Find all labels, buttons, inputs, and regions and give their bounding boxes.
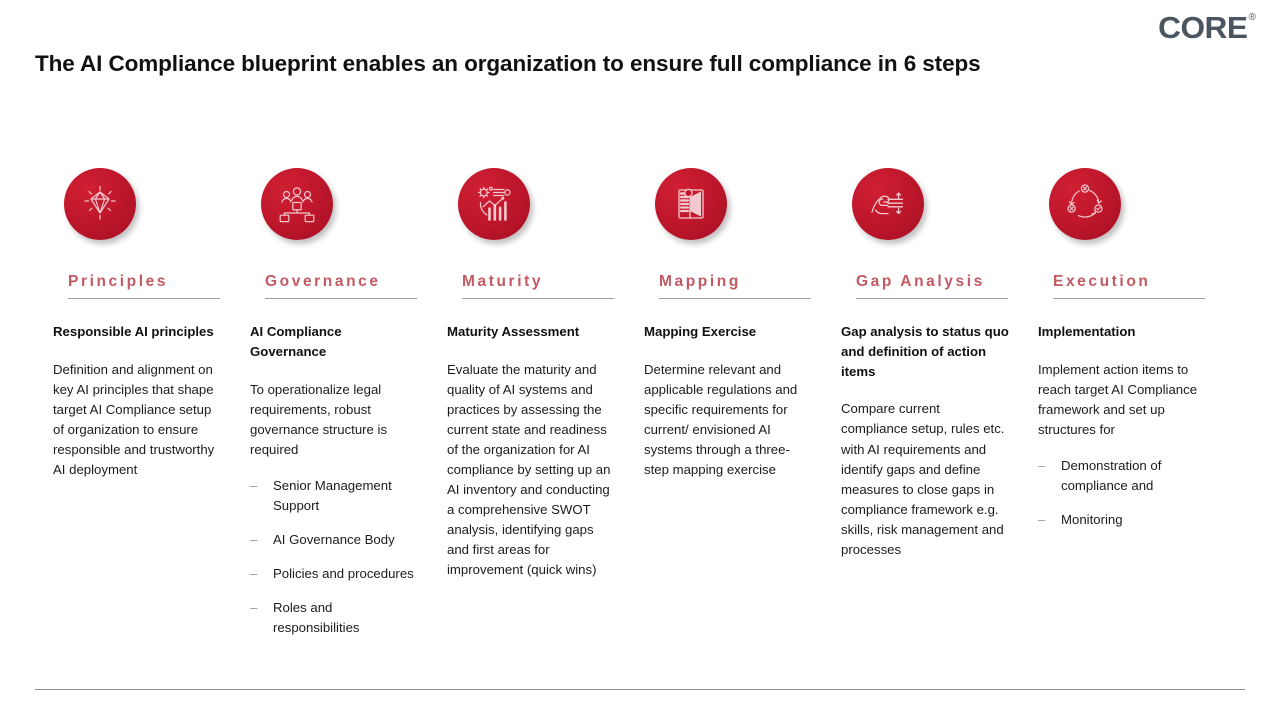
step-column-execution (1020, 168, 1215, 638)
bullet-dash-icon: – (1038, 512, 1046, 528)
bullet-dash-icon: – (250, 531, 258, 547)
step-label-execution: Execution (1053, 273, 1151, 290)
list-item-label: Policies and procedures (273, 566, 414, 582)
icon-wrapper (1049, 168, 1125, 244)
step-label-gap-analysis: Gap Analysis (856, 273, 985, 290)
list-item (250, 530, 419, 550)
list-item-label: AI Governance Body (273, 531, 395, 547)
icon-wrapper (261, 168, 337, 244)
step-heading: Mapping Exercise (644, 324, 757, 339)
step-label-underline (856, 298, 1008, 299)
analytics-gear-chart-icon (458, 168, 530, 240)
step-description: Evaluate the maturity and quality of AI systems and practices by assessing the current state and readiness of the organization for AI compliance by setting up an AI inventory and conducting a comprehensive SWOT analysis, identifying gaps and first areas for improvement (quick wins) (447, 361, 611, 578)
step-heading: Maturity Assessment (447, 324, 580, 339)
step-body (1020, 322, 1215, 530)
step-description: Determine relevant and applicable regulations and specific requirements for current/ envisioned AI systems through a three-step mapping exercise (644, 361, 798, 478)
step-heading: Implementation (1038, 324, 1136, 339)
list-item (250, 476, 419, 516)
logo-wordmark: CORE (1158, 10, 1248, 45)
list-item (1038, 456, 1207, 496)
step-body (429, 322, 624, 580)
step-description: To operationalize legal requirements, robust governance structure is required (250, 381, 388, 457)
step-body (232, 322, 427, 638)
step-description: Compare current compliance setup, rules etc. with AI requirements and identify gaps and define measures to close gaps in compliance framework e.g. skills, risk management and processes (841, 401, 1005, 557)
step-heading: Responsible AI principles (53, 324, 214, 339)
step-column-gap-analysis (823, 168, 1018, 638)
step-description: Implement action items to reach target AI Compliance framework and set up structures for (1038, 361, 1198, 437)
step-label-maturity: Maturity (462, 273, 544, 290)
step-description: Definition and alignment on key AI principles that shape target AI Compliance setup of organization to ensure responsible and trustworthy AI deployment (53, 361, 215, 478)
footer-divider (35, 689, 1245, 690)
step-label-underline (68, 298, 220, 299)
step-column-principles (35, 168, 230, 638)
list-item (250, 564, 419, 584)
hand-measure-gap-icon (852, 168, 924, 240)
step-heading: Gap analysis to status quo and definition of action items (841, 324, 1009, 379)
step-label-underline (462, 298, 614, 299)
step-body (626, 322, 821, 480)
cycle-check-icon (1049, 168, 1121, 240)
step-label-principles: Principles (68, 273, 169, 290)
icon-wrapper (655, 168, 731, 244)
step-label-mapping: Mapping (659, 273, 741, 290)
list-item-label: Senior Management Support (273, 477, 392, 513)
diamond-sparkle-icon (64, 168, 136, 240)
list-item-label: Monitoring (1061, 512, 1123, 528)
step-heading: AI Compliance Governance (250, 324, 342, 359)
step-body (823, 322, 1018, 560)
page-title: The AI Compliance blueprint enables an organization to ensure full compliance in 6 steps (35, 51, 981, 76)
list-item (250, 598, 419, 638)
list-item (1038, 510, 1207, 530)
step-body (35, 322, 230, 480)
step-label-underline (265, 298, 417, 299)
step-bullet-list (1038, 456, 1207, 530)
step-label-underline (659, 298, 811, 299)
icon-wrapper (852, 168, 928, 244)
step-column-maturity (429, 168, 624, 638)
step-column-mapping (626, 168, 821, 638)
registered-trademark-icon: ® (1248, 12, 1256, 23)
bullet-dash-icon: – (1038, 458, 1046, 474)
core-logo (1159, 12, 1256, 43)
step-bullet-list (250, 476, 419, 638)
list-item-label: Demonstration of compliance and (1061, 458, 1162, 494)
step-label-underline (1053, 298, 1205, 299)
org-chart-people-icon (261, 168, 333, 240)
bullet-dash-icon: – (250, 566, 258, 582)
icon-wrapper (458, 168, 534, 244)
document-mapping-icon (655, 168, 727, 240)
list-item-label: Roles and responsibilities (273, 600, 360, 636)
step-column-governance (232, 168, 427, 638)
steps-container (35, 168, 1250, 638)
bullet-dash-icon: – (250, 477, 258, 493)
bullet-dash-icon: – (250, 600, 258, 616)
step-label-governance: Governance (265, 273, 381, 290)
icon-wrapper (64, 168, 140, 244)
